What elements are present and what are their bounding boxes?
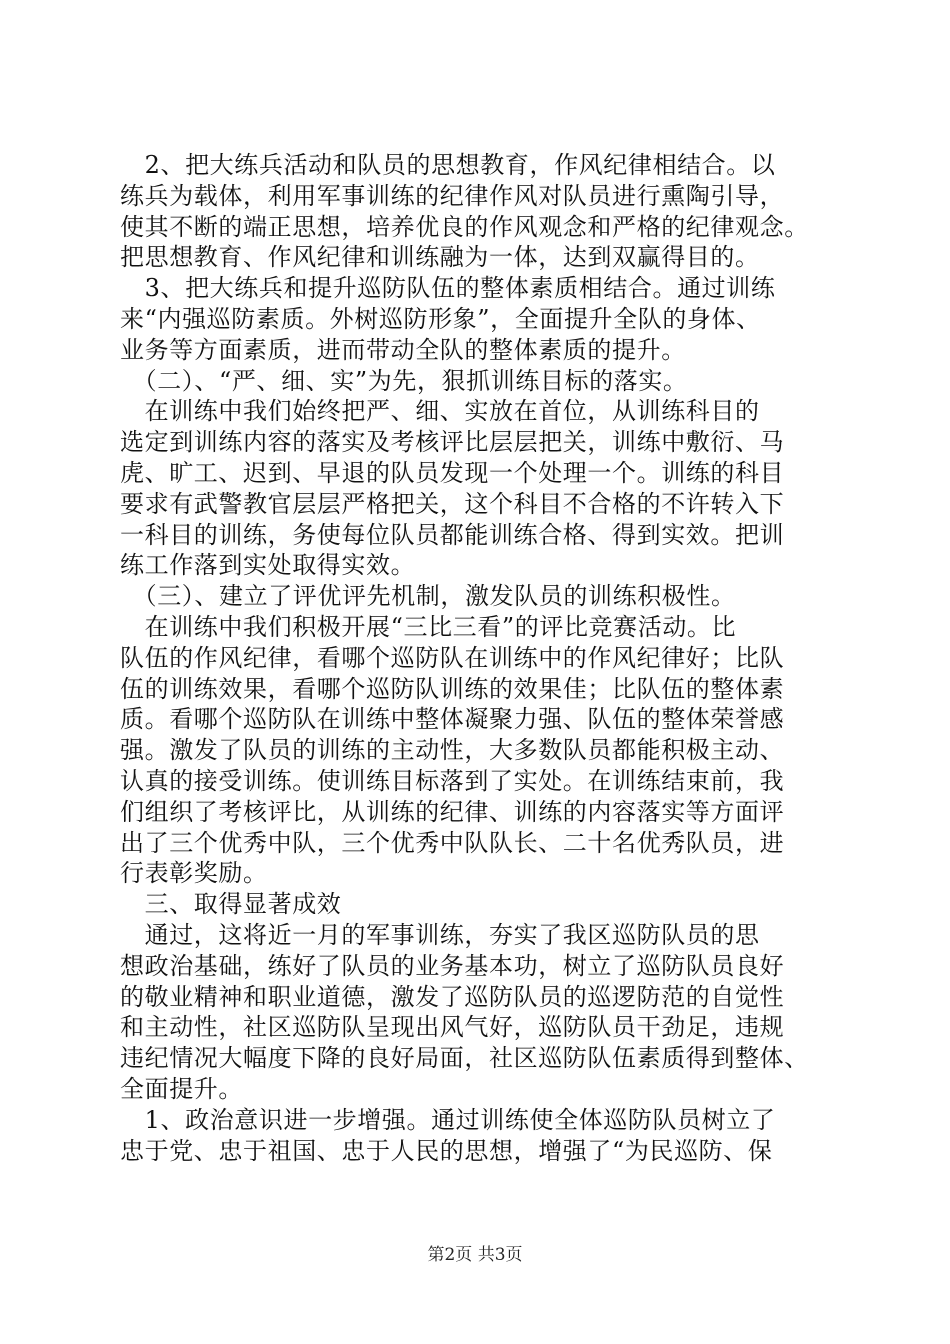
- text-line: 2、把大练兵活动和队员的思想教育，作风纪律相结合。以: [120, 151, 776, 179]
- text-line: 违纪情况大幅度下降的良好局面，社区巡防队伍素质得到整体、: [120, 1044, 809, 1073]
- text-line: 通过，这将近一月的军事训练，夯实了我区巡防队员的思: [120, 920, 760, 949]
- text-line: 1、政治意识进一步增强。通过训练使全体巡防队员树立了: [120, 1105, 776, 1134]
- text-line: 和主动性，社区巡防队呈现出风气好，巡防队员干劲足，违规: [120, 1013, 785, 1042]
- text-line: 在训练中我们始终把严、细、实放在首位，从训练科目的: [120, 397, 760, 426]
- text-line: 来“内强巡防素质。外树巡防形象”，全面提升全队的身体、: [120, 304, 761, 333]
- text-line: 质。看哪个巡防队在训练中整体凝聚力强、队伍的整体荣誉感: [120, 705, 785, 734]
- text-line: 伍的训练效果，看哪个巡防队训练的效果佳；比队伍的整体素: [120, 674, 785, 703]
- text-line: 认真的接受训练。使训练目标落到了实处。在训练结束前，我: [120, 766, 785, 795]
- text-line: 想政治基础，练好了队员的业务基本功，树立了巡防队员良好: [120, 951, 785, 980]
- text-line: 虎、旷工、迟到、早退的队员发现一个处理一个。训练的科目: [120, 458, 785, 487]
- text-line: 使其不断的端正思想，培养优良的作风观念和严格的纪律观念。: [120, 212, 809, 241]
- text-line: 忠于党、忠于祖国、忠于人民的思想，增强了“为民巡防、保: [120, 1136, 773, 1165]
- text-line: 队伍的作风纪律，看哪个巡防队在训练中的作风纪律好；比队: [120, 643, 785, 672]
- text-line: 全面提升。: [120, 1074, 243, 1103]
- section-heading: （三）、建立了评优评先机制，激发队员的训练积极性。: [120, 582, 736, 611]
- text-line: 练工作落到实处取得实效。: [120, 551, 416, 580]
- text-line: 出了三个优秀中队，三个优秀中队队长、二十名优秀队员，进: [120, 828, 785, 857]
- page-number-footer: 第2页 共3页: [427, 1245, 523, 1265]
- text-line: 行表彰奖励。: [120, 859, 268, 888]
- text-line: 练兵为载体，利用军事训练的纪律作风对队员进行熏陶引导，: [120, 181, 785, 210]
- section-heading: 三、取得显著成效: [120, 890, 342, 919]
- text-line: 们组织了考核评比，从训练的纪律、训练的内容落实等方面评: [120, 797, 785, 826]
- text-line: 3、把大练兵和提升巡防队伍的整体素质相结合。通过训练: [120, 274, 776, 303]
- text-line: 的敬业精神和职业道德，激发了巡防队员的巡逻防范的自觉性: [120, 982, 785, 1011]
- text-line: 选定到训练内容的落实及考核评比层层把关，训练中敷衍、马: [120, 428, 785, 457]
- text-line: 把思想教育、作风纪律和训练融为一体，达到双赢得目的。: [120, 243, 760, 272]
- document-body: [120, 150, 835, 1166]
- text-line: 要求有武警教官层层严格把关，这个科目不合格的不许转入下: [120, 489, 785, 518]
- section-heading: （二）、“严、细、实”为先，狠抓训练目标的落实。: [120, 366, 688, 395]
- text-line: 业务等方面素质，进而带动全队的整体素质的提升。: [120, 335, 686, 364]
- text-line: 一科目的训练，务使每位队员都能训练合格、得到实效。把训: [120, 520, 785, 549]
- text-line: 强。激发了队员的训练的主动性，大多数队员都能积极主动、: [120, 736, 785, 765]
- text-line: 在训练中我们积极开展“三比三看”的评比竞赛活动。比: [120, 612, 737, 641]
